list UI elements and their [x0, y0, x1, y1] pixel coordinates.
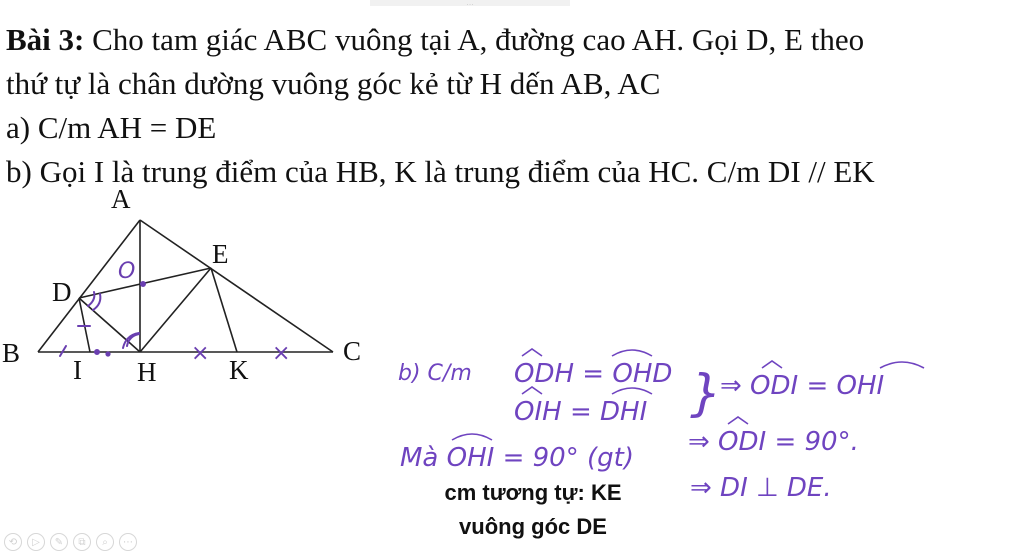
problem-statement [6, 18, 1016, 194]
hand-line3: Mà OHI = 90° (gt) [400, 443, 634, 473]
point-i-dot [95, 350, 99, 354]
hat-odi-2 [728, 417, 748, 424]
hat-ohi-2 [452, 434, 492, 440]
label-i: I [73, 355, 82, 385]
hand-line2-eq: OIH = DHI [514, 397, 648, 427]
hand-brace: } [690, 364, 722, 422]
label-e: E [212, 239, 229, 269]
hand-implies-1: ⇒ ODI = OHI [720, 371, 885, 401]
segment-ac [140, 220, 333, 352]
label-a: A [111, 184, 131, 214]
point-h-dot [106, 352, 109, 355]
label-k: K [229, 355, 249, 385]
label-h: H [137, 357, 157, 387]
top-strip [370, 0, 570, 6]
center-label-o: O [118, 259, 136, 284]
tick-k-left: × [191, 341, 210, 366]
hat-odh [522, 349, 542, 356]
point-o [141, 282, 145, 286]
geometry-diagram [0, 180, 400, 390]
top-strip-text: ... [466, 0, 474, 6]
problem-part-b: b) Gọi I là trung điểm của HB, K là trung điểm của HC. C/m DI // EK [6, 154, 875, 189]
zoom-icon[interactable]: ⌕ [96, 533, 114, 551]
problem-title: Bài 3: [6, 22, 85, 57]
problem-line-1 [6, 18, 1016, 62]
rewind-icon[interactable]: ⟲ [4, 533, 22, 551]
problem-line-2: thứ tự là chân dường vuông góc kẻ từ H dến AB, AC [6, 66, 661, 101]
hat-odi [762, 361, 782, 368]
problem-line-1-text: Cho tam giác ABC vuông tại A, đường cao AH. Gọi D, E theo [84, 22, 865, 57]
hat-ohi [880, 362, 924, 368]
label-d: D [52, 277, 72, 307]
angle-mark-h [123, 333, 139, 348]
more-icon[interactable]: ⋯ [119, 533, 137, 551]
hand-line1-prefix: b) C/m [398, 361, 472, 386]
player-controls [4, 533, 137, 555]
label-b: B [2, 338, 21, 368]
copy-icon[interactable]: ⧉ [73, 533, 91, 551]
typed-note [418, 476, 648, 544]
typed-note-line-2: vuông góc DE [459, 514, 607, 539]
hand-line1-eq: ODH = OHD [514, 359, 673, 389]
pen-icon[interactable]: ✎ [50, 533, 68, 551]
label-c: C [343, 336, 362, 366]
hat-ohd [612, 350, 652, 356]
segment-ek [211, 268, 237, 352]
play-icon[interactable]: ▷ [27, 533, 45, 551]
problem-part-a: a) C/m AH = DE [6, 110, 217, 145]
hand-implies-2: ⇒ ODI = 90°. [688, 427, 859, 457]
segment-he [140, 268, 211, 352]
hand-implies-3: ⇒ DI ⊥ DE. [690, 473, 832, 503]
tick-k-right: × [272, 341, 291, 366]
tick-mark-bi [60, 346, 66, 356]
typed-note-line-1: cm tương tự: KE [444, 480, 622, 505]
